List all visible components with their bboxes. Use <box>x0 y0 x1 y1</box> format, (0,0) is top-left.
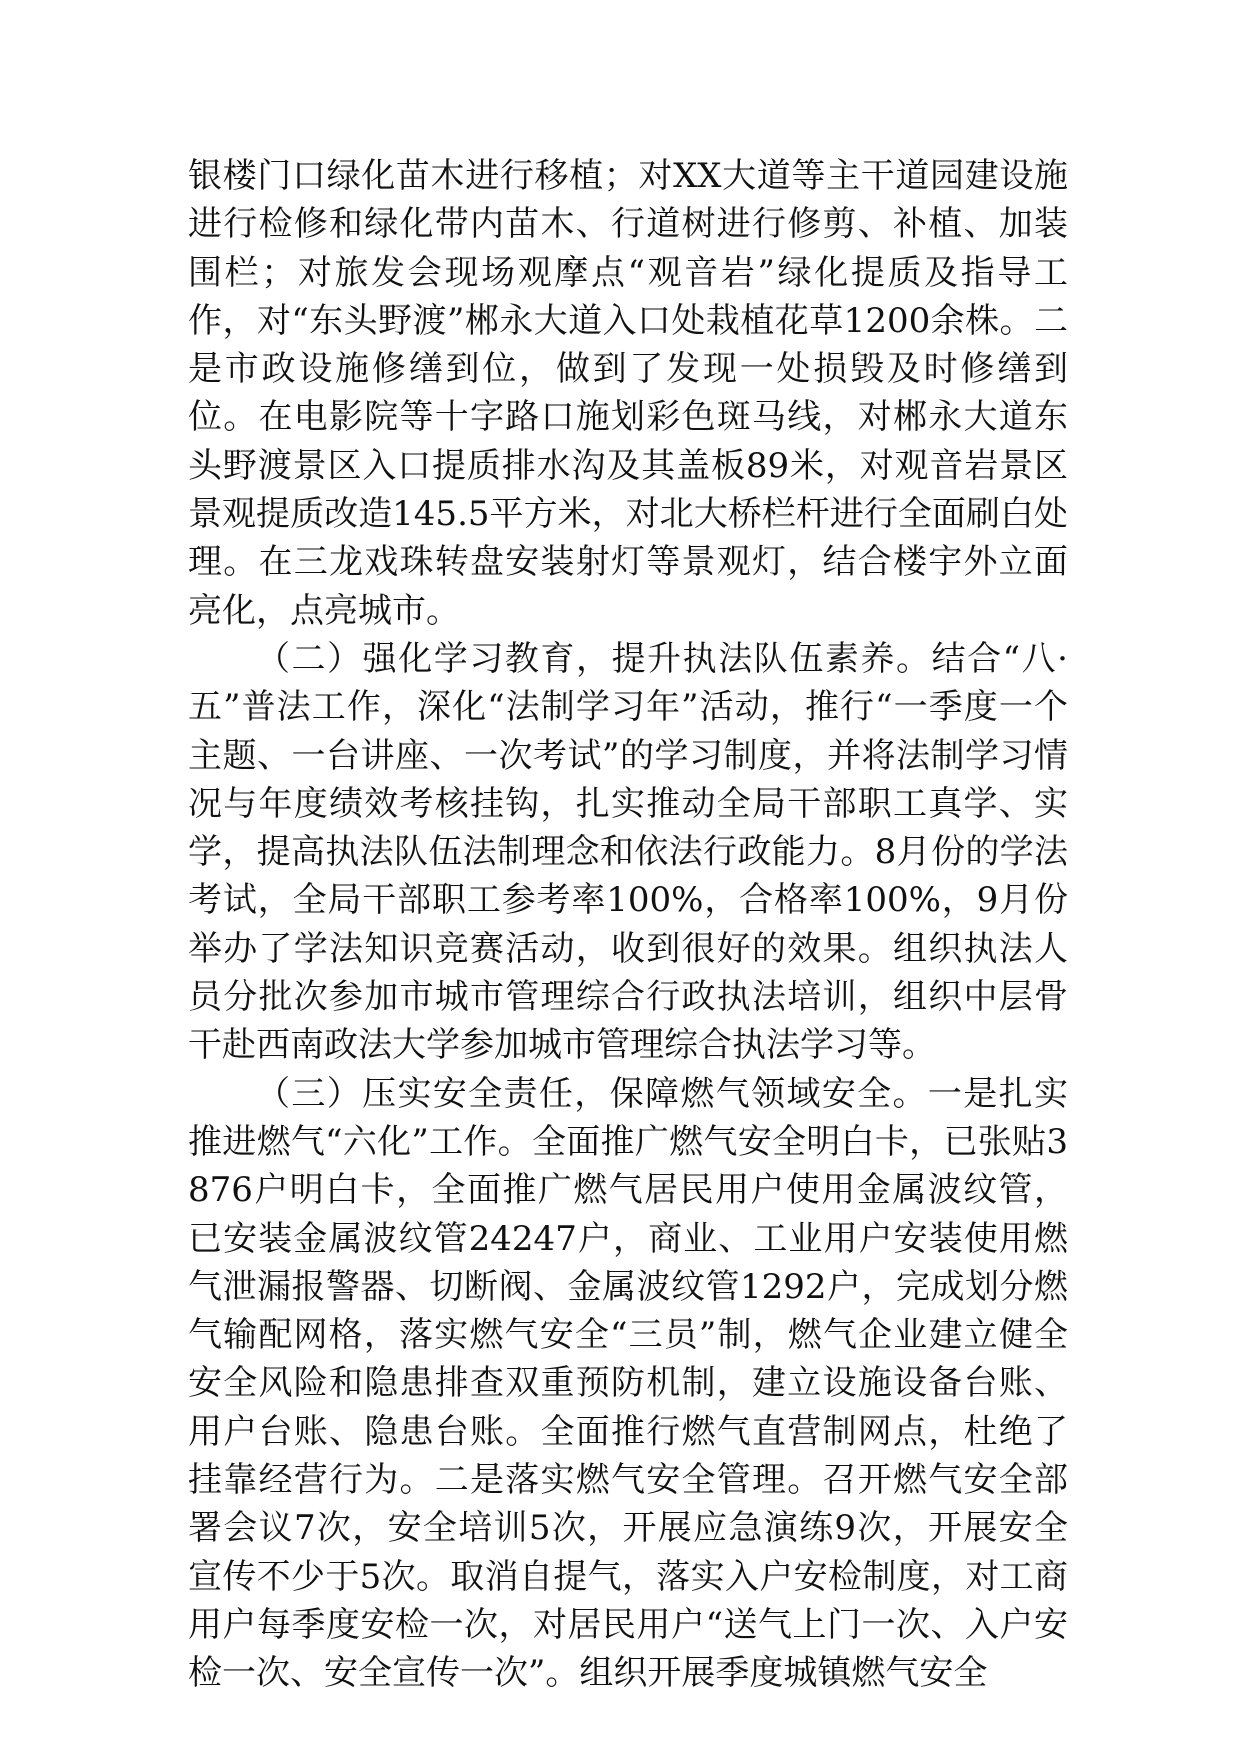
paragraph-gas-safety: （三）压实安全责任，保障燃气领域安全。一是扎实推进燃气“六化”工作。全面推广燃气安全明白卡，已张贴3876户明白卡，全面推广燃气居民用户使用金属波纹管，已安装金属波纹管24247户，商业、工业用户安装使用燃气泄漏报警器、切断阀、金属波纹管1292户，完成划分燃气输配网格，落实燃气安全“三员”制，燃气企业建立健全安全风险和隐患排查双重预防机制，建立设施设备台账、用户台账、隐患台账。全面推行燃气直营制网点，杜绝了挂靠经营行为。二是落实燃气安全管理。召开燃气安全部署会议7次，安全培训5次，开展应急演练9次，开展安全宣传不少于5次。取消自提气，落实入户安检制度，对工商用户每季度安检一次，对居民用户“送气上门一次、入户安检一次、安全宣传一次”。组织开展季度城镇燃气安全 <box>188 1073 1068 1694</box>
paragraph-greening-and-municipal: 银楼门口绿化苗木进行移植；对XX大道等主干道园建设施进行检修和绿化带内苗木、行道树进行修剪、补植、加装围栏；对旅发会现场观摩点“观音岩”绿化提质及指导工作，对“东头野渡”郴永大道入口处栽植花草1200余株。二是市政设施修缮到位，做到了发现一处损毁及时修缮到位。在电影院等十字路口施划彩色斑马线，对郴永大道东头野渡景区入口提质排水沟及其盖板89米，对观音岩景区景观提质改造145.5平方米，对北大桥栏杆进行全面刷白处理。在三龙戏珠转盘安装射灯等景观灯，结合楼宇外立面亮化，点亮城市。 <box>188 156 1068 631</box>
document-page <box>188 152 1068 1698</box>
paragraph-study-education: （二）强化学习教育，提升执法队伍素养。结合“八·五”普法工作，深化“法制学习年”活动，推行“一季度一个主题、一台讲座、一次考试”的学习制度，并将法制学习情况与年度绩效考核挂钩，扎实推动全局干部职工真学、实学，提高执法队伍法制理念和依法行政能力。8月份的学法考试，全局干部职工参考率100%，合格率100%，9月份举办了学法知识竞赛活动，收到很好的效果。组织执法人员分批次参加市城市管理综合行政执法培训，组织中层骨干赴西南政法大学参加城市管理综合执法学习等。 <box>188 638 1068 1066</box>
